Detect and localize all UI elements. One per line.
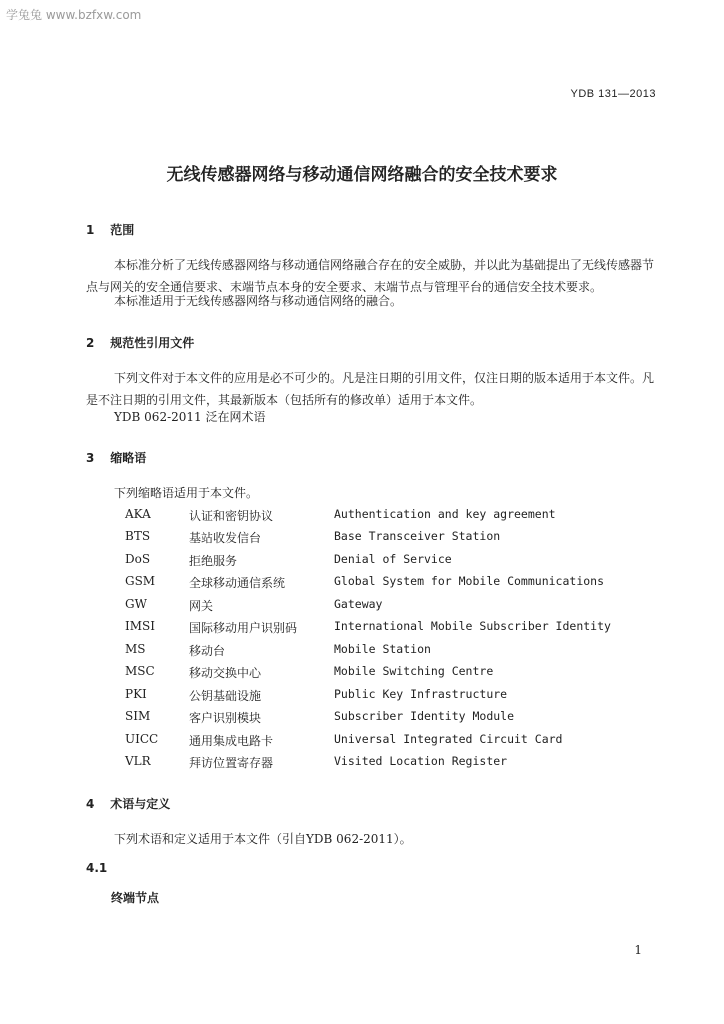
abbreviation-code: GW [125, 597, 147, 611]
abbreviation-code: DoS [125, 552, 151, 566]
abbreviation-english: Mobile Switching Centre [334, 664, 494, 678]
paragraph-text: 下列文件对于本文件的应用是必不可少的。凡是注日期的引用文件，仅注日期的版本适用于本文件。凡是不注日期的引用文件，其最新版本（包括所有的修改单）适用于本文件。 [86, 371, 655, 407]
abbreviation-code: MS [125, 642, 146, 656]
section-number: 3 [86, 451, 95, 465]
watermark: 学兔兔 www.bzfxw.com [6, 8, 142, 22]
abbreviation-english: International Mobile Subscriber Identity [334, 619, 611, 633]
abbreviation-english: Visited Location Register [334, 754, 508, 768]
abbreviation-code: AKA [125, 507, 151, 521]
abbreviation-english: Mobile Station [334, 642, 431, 656]
section-2-paragraph [86, 367, 660, 411]
abbreviation-chinese: 公钥基础设施 [189, 689, 262, 703]
abbreviation-english: Denial of Service [334, 552, 452, 566]
subsection-number: 4.1 [86, 861, 108, 875]
section-number: 1 [86, 223, 95, 237]
section-title: 术语与定义 [110, 797, 171, 811]
abbreviation-chinese: 全球移动通信系统 [189, 576, 286, 590]
abbreviation-english: Public Key Infrastructure [334, 687, 508, 701]
abbreviation-code: BTS [125, 529, 151, 543]
abbreviation-chinese: 拜访位置寄存器 [189, 756, 274, 770]
abbreviation-chinese: 通用集成电路卡 [189, 734, 274, 748]
abbreviation-chinese: 移动交换中心 [189, 666, 262, 680]
abbreviation-english: Gateway [334, 597, 383, 611]
abbreviation-code: VLR [125, 754, 151, 768]
paragraph-text: 本标准分析了无线传感器网络与移动通信网络融合存在的安全威胁，并以此为基础提出了无线传感器节点与网关的安全通信要求、末端节点本身的安全要求、末端节点与管理平台的通信安全技术要求。 [86, 258, 655, 294]
abbreviation-english: Universal Integrated Circuit Card [334, 732, 563, 746]
page-number: 1 [634, 943, 642, 957]
abbreviation-code: MSC [125, 664, 155, 678]
abbreviation-chinese: 基站收发信台 [189, 531, 262, 545]
section-title: 范围 [110, 223, 135, 237]
abbreviation-code: PKI [125, 687, 147, 701]
abbreviation-english: Subscriber Identity Module [334, 709, 515, 723]
section-4-heading [86, 795, 170, 812]
abbreviation-chinese: 移动台 [189, 644, 226, 658]
section-number: 4 [86, 797, 95, 811]
abbreviation-chinese: 客户识别模块 [189, 711, 262, 725]
section-1-paragraph-2: 本标准适用于无线传感器网络与移动通信网络的融合。 [114, 294, 403, 308]
abbreviation-chinese: 拒绝服务 [189, 554, 238, 568]
abbreviation-english: Base Transceiver Station [334, 529, 501, 543]
section-number: 2 [86, 336, 95, 350]
normative-reference: YDB 062-2011 泛在网术语 [114, 410, 266, 424]
abbreviation-english: Global System for Mobile Communications [334, 574, 605, 588]
abbreviation-english: Authentication and key agreement [334, 507, 556, 521]
section-1-heading [86, 221, 134, 238]
section-3-heading [86, 449, 146, 466]
abbreviation-code: GSM [125, 574, 156, 588]
section-title: 缩略语 [110, 451, 147, 465]
abbreviation-chinese: 认证和密钥协议 [189, 509, 274, 523]
abbreviation-code: UICC [125, 732, 159, 746]
section-2-heading [86, 334, 194, 351]
section-title: 规范性引用文件 [110, 336, 195, 350]
abbreviation-code: IMSI [125, 619, 155, 633]
standard-code: YDB 131—2013 [570, 88, 656, 100]
abbreviations-intro: 下列缩略语适用于本文件。 [114, 486, 259, 500]
term-title: 终端节点 [111, 891, 160, 905]
abbreviation-chinese: 国际移动用户识别码 [189, 621, 298, 635]
abbreviation-chinese: 网关 [189, 599, 214, 613]
terms-intro: 下列术语和定义适用于本文件（引自YDB 062-2011）。 [114, 832, 412, 846]
abbreviation-code: SIM [125, 709, 151, 723]
document-title: 无线传感器网络与移动通信网络融合的安全技术要求 [166, 165, 558, 185]
